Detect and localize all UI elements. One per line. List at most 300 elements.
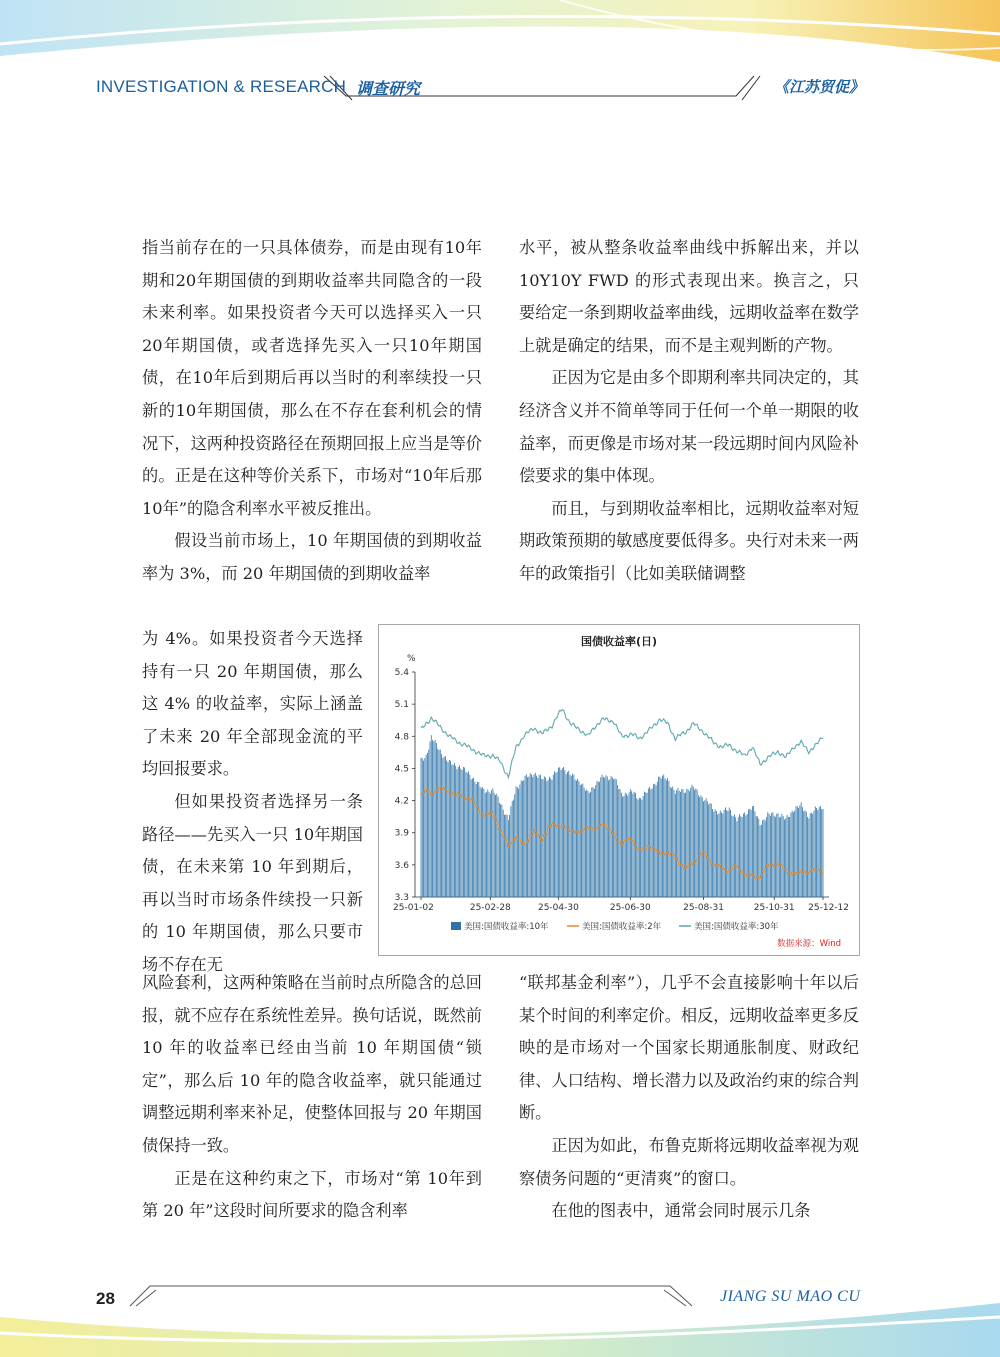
bar-10y — [475, 782, 476, 897]
bar-10y — [823, 809, 824, 897]
bar-10y — [546, 781, 547, 897]
bar-10y — [677, 788, 678, 897]
bar-10y — [523, 780, 524, 897]
bar-10y — [541, 779, 542, 897]
bar-10y — [514, 794, 515, 897]
bar-10y — [554, 771, 555, 897]
bar-10y — [555, 773, 556, 897]
bar-10y — [586, 789, 587, 897]
bar-10y — [622, 797, 623, 897]
bar-10y — [430, 742, 431, 897]
bar-10y — [704, 800, 705, 897]
bar-10y — [500, 804, 501, 897]
bar-10y — [568, 771, 569, 897]
bar-10y — [516, 786, 517, 897]
bar-10y — [537, 778, 538, 897]
y-tick-label: 5.4 — [394, 668, 409, 678]
bar-10y — [778, 813, 779, 897]
section-title-en: INVESTIGATION & RESEARCH — [96, 77, 347, 96]
bar-10y — [485, 793, 486, 897]
bar-10y — [590, 792, 591, 897]
bar-10y — [449, 760, 450, 897]
bar-10y — [536, 776, 537, 897]
bar-10y — [585, 791, 586, 897]
y-tick-label: 3.3 — [394, 893, 409, 903]
bar-10y — [740, 816, 741, 897]
legend-swatch-10y — [451, 922, 461, 930]
bar-10y — [690, 788, 691, 897]
bar-10y — [639, 798, 640, 897]
bar-10y — [737, 821, 738, 897]
bar-10y — [460, 769, 461, 897]
bar-10y — [507, 815, 508, 897]
bar-10y — [810, 813, 811, 897]
bar-10y — [588, 791, 589, 897]
bar-10y — [735, 817, 736, 897]
bar-10y — [656, 785, 657, 897]
bar-10y — [451, 765, 452, 897]
bar-10y — [765, 821, 766, 897]
bar-10y — [793, 812, 794, 897]
bar-10y — [668, 781, 669, 897]
bar-10y — [662, 776, 663, 897]
bar-10y — [525, 776, 526, 897]
bar-10y — [760, 825, 761, 897]
bar-10y — [441, 754, 442, 897]
bar-10y — [774, 816, 775, 897]
bar-10y — [513, 800, 514, 897]
chart-svg — [379, 625, 859, 955]
bar-10y — [433, 741, 434, 897]
publication-name: JIANG SU MAO CU — [720, 1288, 861, 1305]
bar-10y — [649, 787, 650, 897]
bar-10y — [674, 790, 675, 897]
bar-10y — [657, 782, 658, 897]
bar-10y — [816, 808, 817, 897]
bar-10y — [459, 765, 460, 897]
bar-10y — [487, 790, 488, 897]
bar-10y — [808, 818, 809, 897]
bar-10y — [575, 780, 576, 897]
bar-10y — [549, 777, 550, 897]
bar-10y — [518, 789, 519, 897]
paragraph: 正因为它是由多个即期利率共同决定的，其经济含义并不简单等同于任何一个单一期限的收益率，而更像是市场对某一段远期时间内风险补偿要求的集中体现。 — [519, 368, 859, 486]
bar-10y — [694, 790, 695, 897]
bar-10y — [747, 814, 748, 897]
bar-10y — [432, 740, 433, 897]
bar-10y — [702, 797, 703, 897]
bar-10y — [701, 795, 702, 897]
bar-10y — [665, 778, 666, 897]
bar-10y — [626, 794, 627, 897]
bar-10y — [511, 806, 512, 897]
bar-10y — [743, 814, 744, 897]
paragraph: 正是在这种约束之下，市场对“第 10年到第 20 年”这段时间所要求的隐含利率 — [142, 1168, 482, 1221]
bar-10y — [467, 773, 468, 897]
bar-10y — [550, 778, 551, 897]
bar-10y — [527, 777, 528, 897]
bar-10y — [643, 796, 644, 897]
bar-10y — [630, 789, 631, 897]
bar-10y — [499, 803, 500, 897]
bar-10y — [713, 812, 714, 897]
x-tick-label: 25-12-12 — [808, 903, 849, 913]
bar-10y — [725, 807, 726, 897]
line-30y — [421, 710, 823, 778]
bar-10y — [566, 774, 567, 897]
bar-10y — [749, 809, 750, 897]
bar-10y — [577, 779, 578, 897]
bar-10y — [496, 794, 497, 897]
bar-10y — [422, 758, 423, 897]
left-column-top — [142, 232, 482, 591]
bar-10y — [722, 813, 723, 897]
bar-10y — [580, 785, 581, 897]
bar-10y — [562, 768, 563, 897]
bar-10y — [477, 782, 478, 897]
legend-label-10y: 美国:国债收益率:10年 — [464, 922, 549, 932]
bar-10y — [798, 808, 799, 897]
bar-10y — [468, 771, 469, 897]
bar-10y — [729, 807, 730, 897]
bar-10y — [688, 789, 689, 897]
bar-10y — [480, 787, 481, 897]
bar-10y — [423, 761, 424, 897]
bar-10y — [576, 781, 577, 897]
bar-10y — [752, 806, 753, 897]
bar-10y — [764, 819, 765, 897]
bar-10y — [579, 781, 580, 897]
bar-10y — [431, 735, 432, 897]
bar-10y — [683, 789, 684, 897]
bar-10y — [733, 816, 734, 897]
bar-10y — [437, 749, 438, 897]
magazine-name: 《江苏贸促》 — [774, 78, 865, 96]
bar-10y — [469, 775, 470, 897]
bar-10y — [769, 814, 770, 897]
bar-10y — [766, 817, 767, 897]
bar-10y — [755, 811, 756, 897]
bar-10y — [751, 810, 752, 897]
bar-10y — [553, 775, 554, 897]
bar-10y — [526, 774, 527, 897]
bar-10y — [625, 793, 626, 897]
bar-10y — [453, 765, 454, 897]
bar-10y — [679, 791, 680, 897]
bar-10y — [522, 781, 523, 897]
bar-10y — [558, 768, 559, 897]
bar-10y — [742, 817, 743, 897]
x-tick-label: 25-06-30 — [609, 903, 651, 913]
bar-10y — [746, 815, 747, 897]
y-tick-label: 3.6 — [394, 860, 409, 871]
bar-10y — [564, 770, 565, 897]
bar-10y — [710, 803, 711, 897]
bar-10y — [672, 787, 673, 897]
paragraph: 水平，被从整条收益率曲线中拆解出来，并以 10Y10Y FWD 的形式表现出来。换言之，只要给定一条到期收益率曲线，远期收益率在数学上就是确定的结果，而不是主观判断的产物。 — [519, 238, 859, 355]
bar-10y — [667, 778, 668, 897]
bar-10y — [744, 813, 745, 897]
bar-10y — [675, 794, 676, 897]
bar-10y — [770, 816, 771, 897]
legend-label-2y: 美国:国债收益率:2年 — [582, 922, 662, 932]
bar-10y — [427, 753, 428, 897]
bar-10y — [599, 782, 600, 897]
bar-10y — [606, 775, 607, 897]
page-number: 28 — [96, 1289, 115, 1308]
bar-10y — [776, 814, 777, 897]
bar-10y — [457, 769, 458, 897]
bar-10y — [698, 795, 699, 897]
bar-10y — [666, 780, 667, 897]
bar-10y — [448, 762, 449, 897]
bar-10y — [748, 809, 749, 897]
bar-10y — [436, 743, 437, 897]
bar-10y — [811, 812, 812, 897]
bar-10y — [638, 800, 639, 897]
bar-10y — [484, 789, 485, 897]
bar-10y — [597, 781, 598, 897]
bar-10y — [571, 776, 572, 897]
bar-10y — [464, 768, 465, 897]
bar-10y — [805, 810, 806, 897]
bar-10y — [734, 814, 735, 897]
bar-10y — [670, 787, 671, 897]
bar-10y — [654, 784, 655, 897]
y-tick-label: 5.1 — [394, 700, 409, 711]
bar-10y — [552, 780, 553, 897]
bar-10y — [602, 775, 603, 897]
bar-10y — [794, 811, 795, 897]
bar-10y — [731, 815, 732, 897]
bar-10y — [814, 810, 815, 897]
bar-10y — [715, 809, 716, 897]
bar-10y — [719, 813, 720, 897]
bar-10y — [471, 779, 472, 897]
bar-10y — [803, 811, 804, 897]
yield-chart — [378, 624, 860, 956]
bar-10y — [491, 790, 492, 897]
bar-10y — [640, 798, 641, 897]
bar-10y — [494, 793, 495, 897]
bar-10y — [455, 766, 456, 897]
bar-10y — [446, 760, 447, 897]
x-tick-label: 25-02-28 — [469, 903, 511, 913]
bar-10y — [517, 787, 518, 897]
bar-10y — [503, 810, 504, 897]
bar-10y — [785, 818, 786, 897]
bar-10y — [595, 785, 596, 897]
bar-10y — [788, 817, 789, 897]
bar-10y — [463, 767, 464, 897]
chart-source: 数据来源：Wind — [777, 939, 841, 949]
paragraph: 而且，与到期收益率相比，远期收益率对短期政策预期的敏感度要低得多。央行对未来一两年的政策指引（比如美联储调整 — [519, 498, 859, 583]
bar-10y — [535, 773, 536, 897]
bar-10y — [445, 756, 446, 897]
bar-10y — [424, 758, 425, 897]
bar-10y — [758, 819, 759, 897]
bar-10y — [573, 775, 574, 897]
bar-10y — [689, 791, 690, 897]
bar-10y — [686, 789, 687, 897]
bar-10y — [504, 815, 505, 897]
bar-10y — [472, 779, 473, 897]
bar-10y — [819, 807, 820, 897]
bar-10y — [633, 794, 634, 897]
paragraph: 但如果投资者选择另一条路径——先买入一只 10年期国债，在未来第 10 年到期后，再以当时市场条件续投一只新的 10 年期国债，那么只要市场不存在无 — [142, 791, 363, 974]
bar-10y — [779, 817, 780, 897]
bar-10y — [502, 805, 503, 897]
bar-10y — [611, 776, 612, 897]
bar-10y — [505, 814, 506, 897]
bar-10y — [771, 813, 772, 897]
bar-10y — [534, 774, 535, 897]
bar-10y — [806, 812, 807, 897]
bar-10y — [519, 785, 520, 897]
bar-10y — [428, 750, 429, 897]
bar-10y — [598, 782, 599, 897]
bar-10y — [572, 774, 573, 897]
bar-10y — [685, 793, 686, 897]
legend-label-30y: 美国:国债收益率:30年 — [694, 922, 779, 932]
bar-10y — [481, 788, 482, 897]
y-tick-label: 4.5 — [394, 764, 409, 775]
x-tick-label: 25-10-31 — [753, 903, 795, 913]
bar-10y — [439, 750, 440, 897]
bar-10y — [726, 810, 727, 897]
bar-10y — [780, 817, 781, 897]
bar-10y — [567, 772, 568, 897]
bar-10y — [618, 789, 619, 897]
bar-10y — [584, 788, 585, 897]
paragraph: 在他的图表中，通常会同时展示几条 — [551, 1201, 811, 1221]
bar-10y — [767, 812, 768, 897]
bar-10y — [692, 785, 693, 897]
bar-10y — [773, 812, 774, 897]
bar-10y — [559, 767, 560, 897]
bar-10y — [545, 778, 546, 897]
bar-10y — [509, 815, 510, 897]
bar-10y — [557, 772, 558, 897]
bar-10y — [608, 780, 609, 897]
bar-10y — [498, 797, 499, 897]
bar-10y — [478, 782, 479, 897]
bar-10y — [466, 772, 467, 897]
bar-10y — [815, 806, 816, 897]
bar-10y — [659, 777, 660, 897]
bar-10y — [720, 810, 721, 897]
bar-10y — [695, 788, 696, 897]
bar-10y — [717, 815, 718, 897]
bar-10y — [697, 790, 698, 897]
left-column-narrow — [142, 623, 363, 982]
bar-10y — [532, 777, 533, 897]
bar-10y — [490, 794, 491, 897]
bar-10y — [440, 750, 441, 897]
bar-10y — [548, 780, 549, 897]
bar-10y — [609, 779, 610, 897]
bar-10y — [644, 792, 645, 897]
bar-10y — [658, 777, 659, 897]
bar-10y — [653, 784, 654, 897]
bar-10y — [600, 777, 601, 897]
bar-10y — [807, 817, 808, 897]
y-tick-label: 4.8 — [394, 732, 409, 743]
bar-10y — [563, 767, 564, 897]
bar-10y — [784, 820, 785, 897]
bar-10y — [699, 797, 700, 897]
bar-10y — [821, 809, 822, 897]
y-axis-label: % — [407, 654, 416, 664]
paragraph: 假设当前市场上，10 年期国债的到期收益率为 3%，而 20 年期国债的到期收益率 — [142, 531, 482, 583]
bar-10y — [589, 793, 590, 897]
bar-10y — [593, 787, 594, 897]
paragraph: 为 4%。如果投资者今天选择持有一只 20 年期国债，那么这 4% 的收益率，实际上涵盖了未来 20 年全部现金流的平均回报要求。 — [142, 629, 363, 779]
bar-10y — [756, 816, 757, 897]
bar-10y — [707, 801, 708, 897]
bar-10y — [716, 811, 717, 897]
bar-10y — [711, 804, 712, 897]
bar-10y — [730, 810, 731, 897]
bar-10y — [613, 779, 614, 897]
bar-10y — [426, 755, 427, 897]
bar-10y — [570, 775, 571, 897]
bar-10y — [594, 789, 595, 897]
paragraph: 指当前存在的一只具体债券，而是由现有10年期和20年期国债的到期收益率共同隐含的一段未来利率。如果投资者今天可以选择买入一只20年期国债，或者选择先买入一只10年期国债，在10年后到期后再以当时的利率续投一只新的10年期国债，那么在不存在套利机会的情况下，这两种投资路径在预期回报上应当是等价的。正是在这种等价关系下，市场对“10年后那10年”的隐含利率水平被反推出。 — [142, 238, 482, 518]
bar-10y — [647, 793, 648, 897]
bar-10y — [671, 788, 672, 897]
left-column-bottom — [142, 967, 482, 1228]
right-column-top — [519, 232, 859, 591]
bar-10y — [799, 805, 800, 897]
bar-10y — [812, 814, 813, 897]
bar-10y — [706, 798, 707, 897]
bar-10y — [820, 806, 821, 897]
bar-10y — [797, 806, 798, 897]
bar-10y — [684, 793, 685, 897]
bar-10y — [612, 778, 613, 897]
bar-10y — [581, 784, 582, 897]
bar-10y — [703, 801, 704, 897]
bar-10y — [473, 778, 474, 897]
bar-10y — [489, 792, 490, 897]
bar-10y — [648, 789, 649, 897]
bar-10y — [561, 770, 562, 897]
x-tick-label: 25-04-30 — [537, 903, 579, 913]
bar-10y — [790, 813, 791, 897]
bar-10y — [753, 806, 754, 897]
bar-10y — [615, 779, 616, 897]
bar-10y — [680, 792, 681, 897]
bar-10y — [450, 761, 451, 897]
bar-10y — [521, 780, 522, 897]
bar-10y — [775, 817, 776, 897]
bar-10y — [762, 820, 763, 897]
bar-10y — [721, 812, 722, 897]
bar-10y — [462, 770, 463, 897]
x-tick-label: 25-01-02 — [393, 903, 434, 913]
bar-10y — [676, 790, 677, 897]
bar-10y — [421, 758, 422, 897]
bar-10y — [650, 789, 651, 897]
bar-10y — [444, 757, 445, 897]
y-tick-label: 3.9 — [394, 828, 409, 839]
bar-10y — [645, 792, 646, 897]
bar-10y — [663, 775, 664, 897]
bar-10y — [629, 792, 630, 897]
bar-10y — [624, 796, 625, 897]
bar-10y — [454, 763, 455, 897]
